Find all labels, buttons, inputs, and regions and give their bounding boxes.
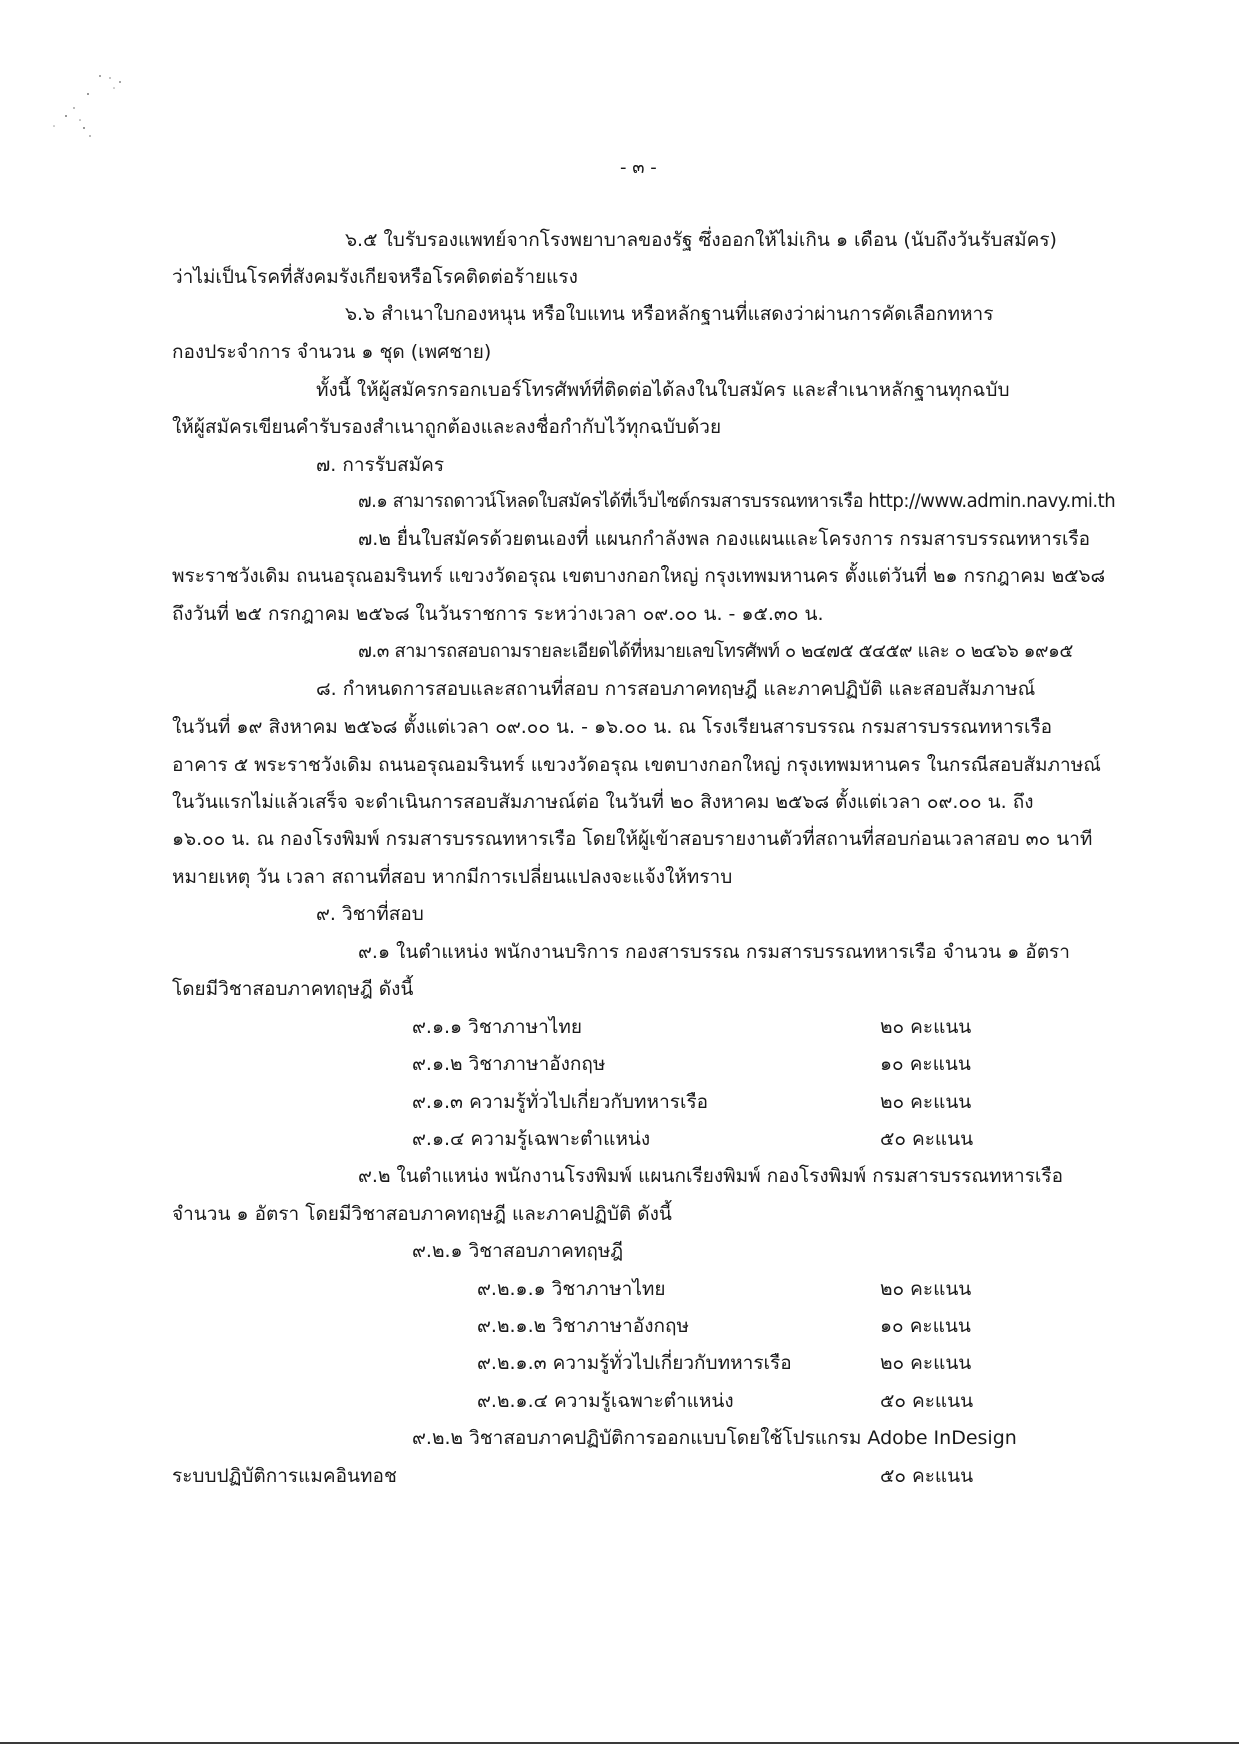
para-7-2-cont-2: ถึงวันที่ ๒๕ กรกฎาคม ๒๕๖๘ ในวันราชการ ระหว่างเวลา ๐๙.๐๐ น. - ๑๕.๓๐ น.	[172, 603, 824, 625]
item-9-1-4: ๙.๑.๔ ความรู้เฉพาะตำแหน่ง	[412, 1128, 651, 1150]
score-9-2-1-4: ๕๐ คะแนน	[880, 1390, 974, 1412]
para-9-1: ๙.๑ ในตำแหน่ง พนักงานบริการ กองสารบรรณ กรมสารบรรณทหารเรือ จำนวน ๑ อัตรา	[358, 941, 1070, 963]
item-9-2-2: ๙.๒.๒ วิชาสอบภาคปฏิบัติการออกแบบโดยใช้โปรแกรม Adobe InDesign	[412, 1427, 1017, 1449]
para-7-3: ๗.๓ สามารถสอบถามรายละเอียดได้ที่หมายเลขโทรศัพท์ ๐ ๒๔๗๕ ๕๔๕๙ และ ๐ ๒๔๖๖ ๑๙๑๕	[358, 641, 1073, 662]
para-6-6: ๖.๖ สำเนาใบกองหนุน หรือใบแทน หรือหลักฐานที่แสดงว่าผ่านการคัดเลือกทหาร	[345, 303, 994, 325]
item-9-2-1-4: ๙.๒.๑.๔ ความรู้เฉพาะตำแหน่ง	[477, 1390, 734, 1412]
para-8-cont-3: ในวันแรกไม่แล้วเสร็จ จะดำเนินการสอบสัมภาษณ์ต่อ ในวันที่ ๒๐ สิงหาคม ๒๕๖๘ ตั้งแต่เวลา ๐๙.๐๐ น. ถึง	[172, 791, 1034, 813]
para-6-5-cont: ว่าไม่เป็นโรคที่สังคมรังเกียจหรือโรคติดต่อร้ายแรง	[172, 266, 578, 288]
para-7-2-cont-1: พระราชวังเดิม ถนนอรุณอมรินทร์ แขวงวัดอรุณ เขตบางกอกใหญ่ กรุงเทพมหานคร ตั้งแต่วันที่ ๒๑ กรกฎาคม ๒๕๖๘	[172, 565, 1106, 587]
item-9-2-2-cont: ระบบปฏิบัติการแมคอินทอช	[172, 1465, 397, 1487]
item-9-2-1-2: ๙.๒.๑.๒ วิชาภาษาอังกฤษ	[477, 1315, 690, 1337]
heading-9: ๙. วิชาที่สอบ	[316, 903, 424, 925]
para-8-cont-1: ในวันที่ ๑๙ สิงหาคม ๒๕๖๘ ตั้งแต่เวลา ๐๙.๐๐ น. - ๑๖.๐๐ น. ณ โรงเรียนสารบรรณ กรมสารบรรณทหารเรือ	[172, 716, 1053, 738]
heading-7: ๗. การรับสมัคร	[316, 454, 445, 476]
item-9-1-1: ๙.๑.๑ วิชาภาษาไทย	[412, 1016, 582, 1038]
para-6-5: ๖.๕ ใบรับรองแพทย์จากโรงพยาบาลของรัฐ ซึ่งออกให้ไม่เกิน ๑ เดือน (นับถึงวันรับสมัคร)	[345, 229, 1057, 251]
score-9-1-4: ๕๐ คะแนน	[880, 1128, 974, 1150]
item-9-2-1: ๙.๒.๑ วิชาสอบภาคทฤษฎี	[412, 1240, 624, 1262]
score-9-1-1: ๒๐ คะแนน	[880, 1016, 972, 1038]
para-7-1: ๗.๑ สามารถดาวน์โหลดใบสมัครได้ที่เว็บไซต์กรมสารบรรณทหารเรือ http://www.admin.navy.mi.th	[358, 491, 1116, 512]
score-9-2-2: ๕๐ คะแนน	[880, 1465, 974, 1487]
para-note-cont: ให้ผู้สมัครเขียนคำรับรองสำเนาถูกต้องและลงชื่อกำกับไว้ทุกฉบับด้วย	[172, 416, 722, 438]
para-9-2-cont: จำนวน ๑ อัตรา โดยมีวิชาสอบภาคทฤษฎี และภาคปฏิบัติ ดังนี้	[172, 1203, 672, 1225]
para-8: ๘. กำหนดการสอบและสถานที่สอบ การสอบภาคทฤษฎี และภาคปฏิบัติ และสอบสัมภาษณ์	[316, 678, 1036, 700]
para-9-2: ๙.๒ ในตำแหน่ง พนักงานโรงพิมพ์ แผนกเรียงพิมพ์ กองโรงพิมพ์ กรมสารบรรณทหารเรือ	[358, 1165, 1064, 1187]
item-9-1-2: ๙.๑.๒ วิชาภาษาอังกฤษ	[412, 1053, 606, 1075]
para-8-cont-2: อาคาร ๕ พระราชวังเดิม ถนนอรุณอมรินทร์ แขวงวัดอรุณ เขตบางกอกใหญ่ กรุงเทพมหานคร ในกรณีสอบสัมภาษณ์	[172, 754, 1101, 776]
para-8-cont-4: ๑๖.๐๐ น. ณ กองโรงพิมพ์ กรมสารบรรณทหารเรือ โดยให้ผู้เข้าสอบรายงานตัวที่สถานที่สอบก่อนเวลาสอบ ๓๐ นาที	[172, 828, 1093, 850]
scan-speckles	[44, 68, 144, 148]
score-9-2-1-2: ๑๐ คะแนน	[880, 1315, 971, 1337]
item-9-2-1-1: ๙.๒.๑.๑ วิชาภาษาไทย	[477, 1278, 666, 1300]
para-note: ทั้งนี้ ให้ผู้สมัครกรอกเบอร์โทรศัพท์ที่ติดต่อได้ลงในใบสมัคร และสำเนาหลักฐานทุกฉบับ	[316, 379, 1010, 401]
para-6-6-cont: กองประจำการ จำนวน ๑ ชุด (เพศชาย)	[172, 341, 492, 363]
page-number: - ๓ -	[620, 157, 657, 178]
score-9-1-3: ๒๐ คะแนน	[880, 1091, 972, 1113]
scan-edge-line	[0, 1742, 1239, 1744]
para-9-1-cont: โดยมีวิชาสอบภาคทฤษฎี ดังนี้	[172, 978, 414, 1000]
score-9-1-2: ๑๐ คะแนน	[880, 1053, 971, 1075]
item-9-2-1-3: ๙.๒.๑.๓ ความรู้ทั่วไปเกี่ยวกับทหารเรือ	[477, 1352, 792, 1374]
para-7-2: ๗.๒ ยื่นใบสมัครด้วยตนเองที่ แผนกกำลังพล กองแผนและโครงการ กรมสารบรรณทหารเรือ	[358, 528, 1091, 550]
para-8-remark: หมายเหตุ วัน เวลา สถานที่สอบ หากมีการเปลี่ยนแปลงจะแจ้งให้ทราบ	[172, 866, 733, 888]
score-9-2-1-1: ๒๐ คะแนน	[880, 1278, 972, 1300]
score-9-2-1-3: ๒๐ คะแนน	[880, 1352, 972, 1374]
item-9-1-3: ๙.๑.๓ ความรู้ทั่วไปเกี่ยวกับทหารเรือ	[412, 1091, 709, 1113]
